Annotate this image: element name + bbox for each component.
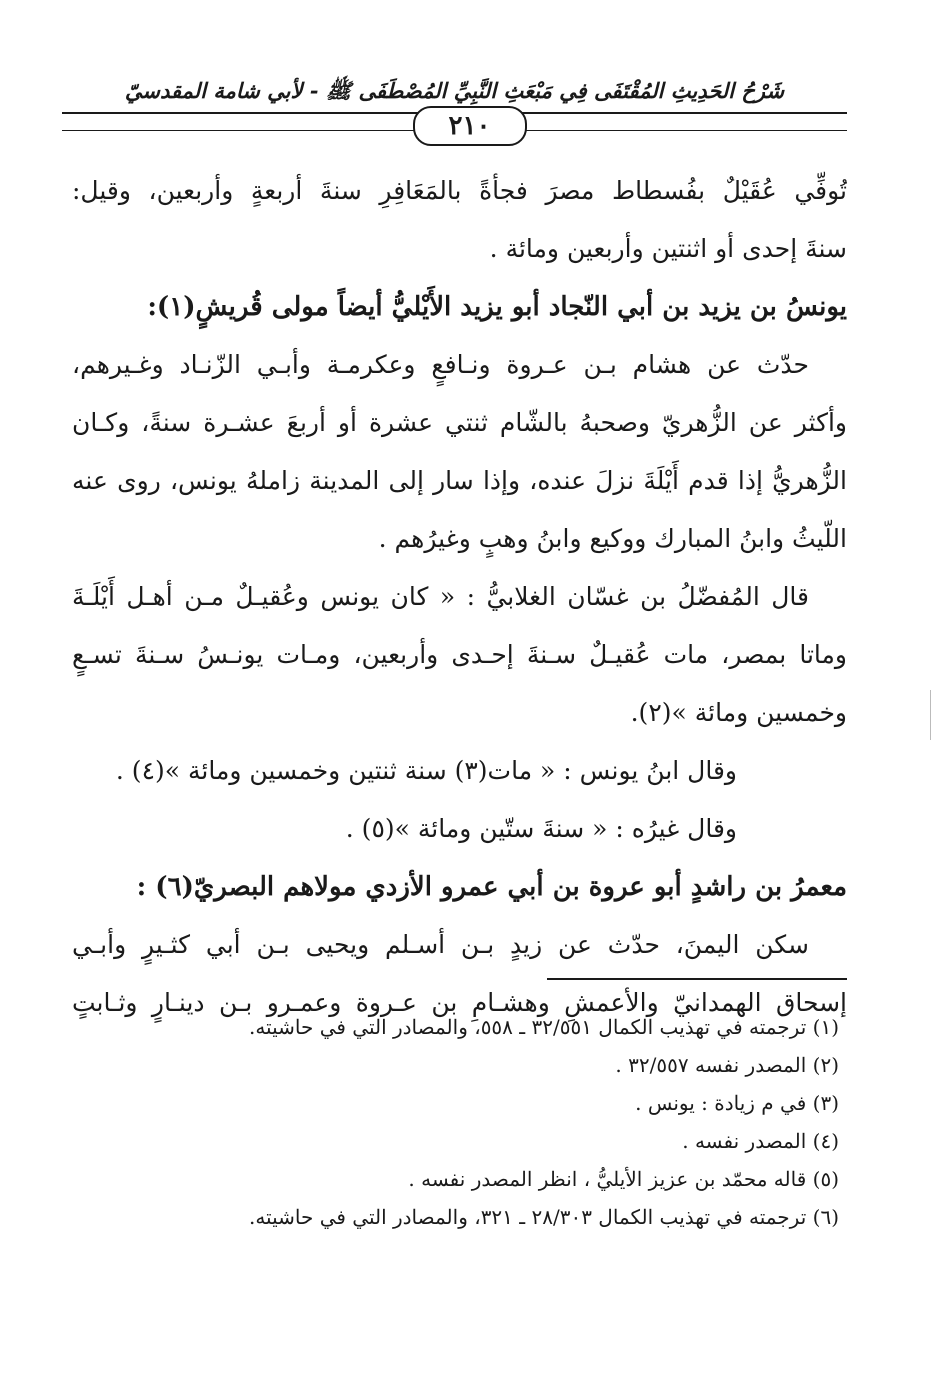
text-line: تُوفِّي عُقَيْلٌ بفُسطاط مصرَ فجأةً بالمَعَافِرِ سنةَ أربعةٍ وأربعين، وقيل: — [72, 176, 847, 205]
text-line: وقال غيرُه : « سنةَ ستّين ومائة »(٥) . — [345, 814, 737, 843]
footnote: (١) ترجمته في تهذيب الكمال ٣٢/٥٥١ ـ ٥٥٨، والمصادر التي في حاشيته. — [248, 1015, 839, 1039]
section-heading: معمرُ بن راشدٍ أبو عروة بن أبي عمرو الأزدي مولاهم البصريّ(٦) : — [136, 872, 847, 902]
text-line: وقال ابنُ يونس : « مات(٣) سنة ثنتين وخمسين ومائة »(٤) . — [115, 756, 737, 785]
text-line: قال المُفضّلُ بن غسّان الغلابيُّ : « كان يونس وعُقيـلٌ مـن أهـل أَيْلَـةَ — [72, 582, 809, 611]
running-title: شَرْحُ الحَدِيثِ المُقْتَفَى فِي مَبْعَثِ النَّبِيِّ المُصْطَفَى ﷺ - لأبي شامة المقدسيّ — [124, 78, 785, 103]
text-line: وخمسين ومائة »(٢). — [630, 698, 847, 727]
text-line: اللّيثُ وابنُ المبارك ووكيع وابنُ وهبٍ وغيرُهم . — [378, 524, 847, 553]
text-line: حدّث عن هشام بـن عـروة ونـافعٍ وعكرمـة وأبـي الزّنـاد وغـيرهم، — [72, 350, 809, 379]
text-line: الزُّهريُّ إذا قدم أَيْلَةَ نزلَ عنده، وإذا سار إلى المدينة زاملهُ يونس، روى عنه — [72, 466, 847, 495]
footnote-separator — [547, 978, 847, 980]
footnote: (٢) المصدر نفسه ٣٢/٥٥٧ . — [615, 1053, 839, 1077]
text-line: سنةَ إحدى أو اثنتين وأربعين ومائة . — [489, 234, 847, 263]
footnote: (٤) المصدر نفسه . — [682, 1129, 839, 1153]
footnote: (٣) في م زيادة : يونس . — [635, 1091, 839, 1115]
section-heading: يونسُ بن يزيد بن أبي النّجاد أبو يزيد الأَيْليُّ أيضاً مولى قُريشٍ(١): — [147, 292, 847, 322]
footnote: (٥) قاله محمّد بن عزيز الأيليُّ ، انظر المصدر نفسه . — [408, 1167, 839, 1191]
text-line: سكن اليمنَ، حدّث عن زيدٍ بـن أسـلم ويحيى بـن أبي كثـيرٍ وأبـي — [72, 930, 809, 959]
footnotes — [100, 1008, 839, 1236]
page-number: ٢١٠ — [413, 106, 527, 146]
text-line: وماتا بمصر، مات عُقيـلٌ سـنةَ إحـدى وأربعين، ومـات يونـسُ سـنةَ تسـعٍ — [72, 640, 847, 669]
text-line: إسحاق الهمدانيّ والأعمشِ وهشـامِ بن عـروة وعمـرو بـن دينـارٍ وثـابتٍ — [72, 988, 847, 1017]
scan-margin-mark — [930, 690, 931, 740]
footnote: (٦) ترجمته في تهذيب الكمال ٢٨/٣٠٣ ـ ٣٢١، والمصادر التي في حاشيته. — [248, 1205, 839, 1229]
main-text — [72, 162, 847, 1032]
text-line: وأكثر عن الزُّهريّ وصحبهُ بالشّام ثنتي عشرة أو أربعَ عشـرة سنةً، وكـان — [72, 408, 847, 437]
